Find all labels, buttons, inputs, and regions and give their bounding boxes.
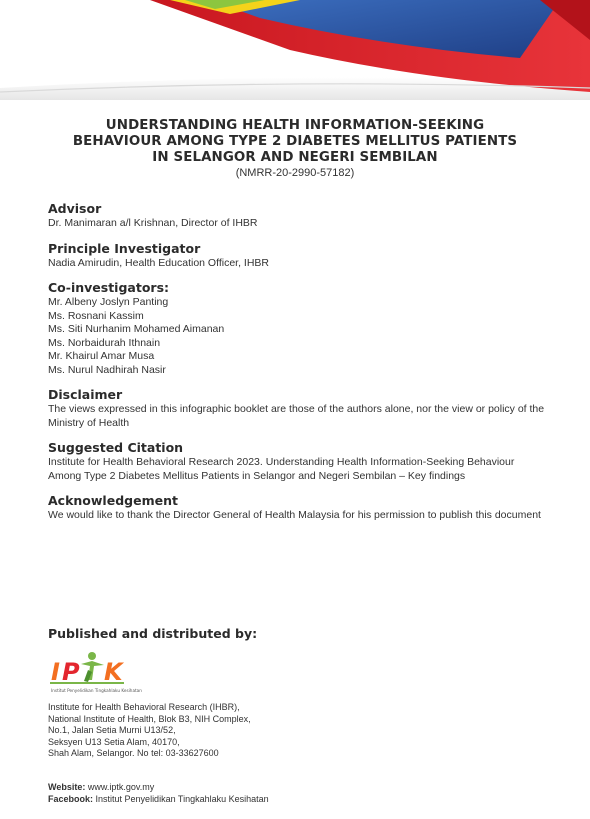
credits-content bbox=[48, 201, 548, 533]
title-block bbox=[0, 118, 590, 179]
nmrr-code: (NMRR-20-2990-57182) bbox=[235, 167, 355, 179]
title-line: BEHAVIOUR AMONG TYPE 2 DIABETES MELLITUS PATIENTS bbox=[72, 134, 518, 149]
logo-caption: Institut Penyelidikan Tingkahlaku Kesihatan bbox=[51, 688, 142, 693]
principal-investigator-text: Nadia Amirudin, Health Education Officer, IHBR bbox=[48, 256, 269, 269]
acknowledgement-section bbox=[48, 493, 548, 523]
address-line: National Institute of Health, Blok B3, NIH Complex, bbox=[48, 713, 251, 724]
principal-investigator-heading: Principle Investigator bbox=[48, 240, 201, 256]
address-line: Institute for Health Behavioral Research (IHBR), bbox=[48, 702, 240, 712]
list-item: Mr. Khairul Amar Musa bbox=[48, 350, 155, 362]
address-line: Seksyen U13 Setia Alam, 40170, bbox=[48, 736, 180, 747]
advisor-heading: Advisor bbox=[48, 201, 102, 216]
website-label: Website: bbox=[48, 782, 86, 792]
advisor-text: Dr. Manimaran a/l Krishnan, Director of IHBR bbox=[48, 217, 258, 229]
list-item: Ms. Siti Nurhanim Mohamed Aimanan bbox=[48, 323, 225, 335]
address-line: Shah Alam, Selangor. No tel: 03-33627600 bbox=[48, 748, 219, 758]
citation-heading: Suggested Citation bbox=[48, 440, 184, 455]
list-item: Mr. Albeny Joslyn Panting bbox=[48, 296, 169, 308]
address-block bbox=[48, 702, 251, 760]
iptk-logo bbox=[48, 648, 142, 698]
contact-block bbox=[48, 782, 269, 805]
list-item: Ms. Rosnani Kassim bbox=[48, 309, 144, 322]
co-investigators-heading: Co-investigators: bbox=[48, 280, 170, 295]
svg-text:P: P bbox=[62, 658, 80, 686]
title-line: IN SELANGOR AND NEGERI SEMBILAN bbox=[152, 150, 438, 165]
acknowledgement-heading: Acknowledgement bbox=[48, 493, 178, 508]
header-banner bbox=[0, 0, 590, 100]
document-title bbox=[0, 118, 590, 166]
list-item: Ms. Norbaidurah Ithnain bbox=[48, 336, 161, 349]
svg-text:I: I bbox=[51, 658, 60, 686]
disclaimer-section bbox=[48, 387, 548, 430]
co-investigators-list bbox=[48, 296, 548, 377]
facebook-label: Facebook: bbox=[48, 793, 94, 804]
published-heading: Published and distributed by: bbox=[48, 626, 258, 641]
address-line: No.1, Jalan Setia Murni U13/52, bbox=[48, 725, 176, 735]
title-line: UNDERSTANDING HEALTH INFORMATION-SEEKING bbox=[105, 118, 485, 133]
svg-text:K: K bbox=[104, 658, 123, 686]
citation-section bbox=[48, 440, 548, 483]
disclaimer-text: The views expressed in this infographic booklet are those of the authors alone, nor the view or policy of the Ministry of Health bbox=[48, 403, 545, 429]
disclaimer-heading: Disclaimer bbox=[48, 387, 123, 402]
citation-text: Institute for Health Behavioral Research 2023. Understanding Health Information-Seeking Behaviour Among Type 2 Diabetes Mellitus Patients in Selangor and Negeri Sembilan – Key findings bbox=[48, 456, 515, 482]
advisor-section bbox=[48, 201, 548, 231]
co-investigators-section bbox=[48, 280, 548, 377]
website-row bbox=[48, 782, 269, 794]
list-item: Ms. Nurul Nadhirah Nasir bbox=[48, 363, 166, 376]
facebook-link[interactable]: Institut Penyelidikan Tingkahlaku Kesihatan bbox=[95, 793, 269, 804]
acknowledgement-text: We would like to thank the Director General of Health Malaysia for his permission to publish this document bbox=[48, 509, 541, 521]
website-link[interactable]: www.iptk.gov.my bbox=[87, 782, 155, 792]
facebook-row bbox=[48, 794, 269, 806]
principal-investigator-section bbox=[48, 241, 548, 271]
